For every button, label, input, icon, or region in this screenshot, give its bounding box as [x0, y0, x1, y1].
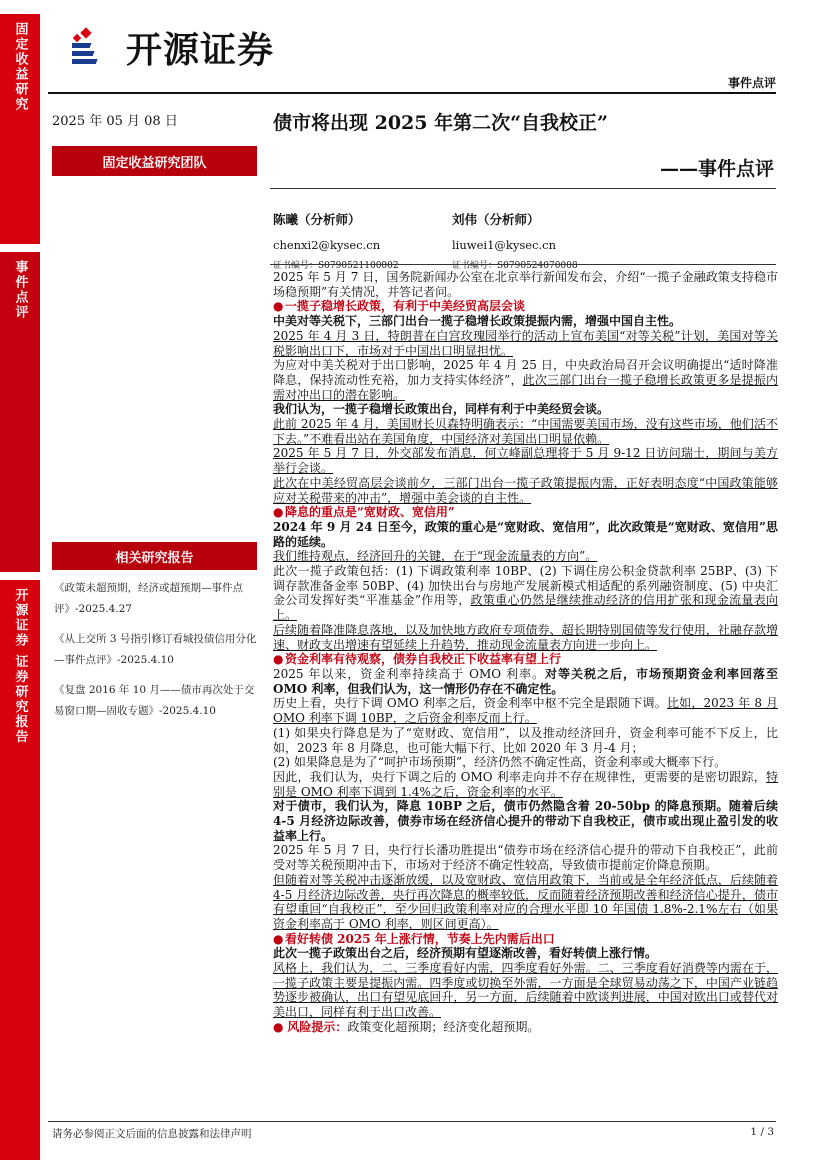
related-reports-heading: 相关研究报告: [52, 542, 257, 570]
body-paragraph: 历史上看，央行下调 OMO 利率之后，资金利率中枢不完全是跟随下调。比如，2023 年 8 月 OMO 利率下调 10BP，之后资金利率反而上行。: [273, 696, 778, 726]
body-paragraph: (2) 如果降息是为了“呵护市场预期”，经济仍然不确定性高，资金利率或大概率下行。: [273, 755, 727, 770]
analyst-email[interactable]: liuwei1@kysec.cn: [452, 238, 557, 252]
analyst-cert: 证书编号：S0790524070008: [452, 261, 578, 271]
related-reports-list: [54, 578, 258, 731]
analyst-name: 刘伟（分析师）: [452, 212, 540, 227]
sidebar-brand-label: 开源证券 证券研究报告: [0, 580, 40, 1160]
logo-mark-icon: [72, 25, 118, 71]
body-paragraph: 但随着对等关税冲击逐渐放缓，以及宽财政、宽信用政策下，当前或是全年经济低点，后续随着 4-5 月经济边际改善，央行再次降息的概率较低，反而随着经济预期改善和经济信心提升，债市有望重回“自我校正”，至少回归政策利率对应的合理水平即 10 年国债 1.8%-2.1%左右（如果资金利率高于 OMO 利率，则区间更高）。: [273, 872, 778, 931]
key-point: 2024 年 9 月 24 日至今，政策的重心是“宽财政、宽信用”，此次政策是“宽财政、宽信用”思路的延续。: [273, 519, 778, 549]
body-paragraph: 2025 年 5 月 7 日，国务院新闻办公室在北京举行新闻发布会，介绍“一揽子金融政策支持稳市场稳预期”有关情况，并答记者问。: [273, 270, 778, 299]
body-paragraph: 后续随着降准降息落地，以及加快地方政府专项债券、超长期特别国债等发行使用，社融存款增速、财政支出增速有望延续上升趋势，推动现金流量表方向进一步向上。: [273, 622, 778, 652]
key-point: 此次一揽子政策出台之后，经济预期有望逐渐改善，看好转债上涨行情。: [273, 946, 658, 961]
body-paragraph: 我们维持观点，经济回升的关键，在于“现金流量表的方向”。: [273, 549, 598, 564]
title-divider: [270, 188, 776, 189]
body-paragraph: 为应对中美关税对于出口影响，2025 年 4 月 25 日，中央政治局召开会议明确提出“适时降准降息，保持流动性充裕，加力支持实体经济”，此次三部门出台一揽子稳增长政策更多是提振内需对冲出口的潜在影响。: [273, 358, 778, 402]
related-report-item[interactable]: 《政策未超预期，经济或超预期—事件点评》-2025.4.27: [54, 582, 243, 615]
related-report-item[interactable]: 《从上交所 3 号指引修订看城投债信用分化—事件点评》-2025.4.10: [54, 633, 257, 666]
body-paragraph: 风格上，我们认为，二、三季度看好内需，四季度看好外需。二、三季度看好消费等内需在于，一揽子政策主要是提振内需。四季度或切换至外需，一方面是全球贸易动荡之下，中国产业链趋势逐步被确认，出口有望见底回升，另一方面，后续随着中欧谈判进展，中国对欧出口或替代对美出口，同样有利于出口改善。: [273, 961, 778, 1020]
key-point: 对于债市，我们认为，降息 10BP 之后，债市仍然隐含着 20-50bp 的降息预期。随着后续 4-5 月经济边际改善，债券市场在经济信心提升的带动下自我校正，债市或出现止盈引发的收益率上行。: [273, 799, 778, 843]
bullet-icon: ●: [273, 931, 284, 946]
bullet-icon: ●: [273, 505, 284, 520]
page-title: 债市将出现 2025 年第二次“自我校正”: [273, 112, 608, 134]
body-paragraph: 因此，我们认为，央行下调之后的 OMO 利率走向并不存在规律性，更需要的是密切跟踪，特别是 OMO 利率下调到 1.4%之后，资金利率的水平。: [273, 769, 778, 799]
analyst-divider: [270, 264, 776, 265]
related-report-item[interactable]: 《复盘 2016 年 10 月——债市再次处于交易窗口期—固收专题》-2025.4.10: [54, 684, 255, 717]
body-paragraph: 2025 年 5 月 7 日，外交部发布消息，何立峰副总理将于 5 月 9-12 日访问瑞士，期间与美方举行会谈。: [273, 446, 778, 476]
analyst-card: [452, 210, 578, 271]
body-paragraph: 2025 年 5 月 7 日，央行行长潘功胜提出“债券市场在经济信心提升的带动下自我校正”，此前受对等关税预期冲击下，市场对于经济不确定性较高，导致债市提前定价降息预期。: [273, 843, 778, 873]
analyst-name: 陈曦（分析师）: [273, 212, 361, 227]
page-number: 1 / 3: [750, 1126, 774, 1138]
section-heading: ● 一揽子稳增长政策，有利于中美经贸高层会谈: [273, 299, 526, 314]
body-paragraph: 2025 年 4 月 3 日，特朗普在白宫玫瑰园举行的活动上宣布美国“对等关税”计划，美国对等关税影响出口下，市场对于中国出口明显担忧。: [273, 328, 778, 358]
key-point: 我们认为，一揽子稳增长政策出台，同样有利于中美经贸会谈。: [273, 402, 610, 417]
analyst-card: [273, 210, 399, 271]
footer-disclaimer: 请务必参阅正文后面的信息披露和法律声明: [52, 1128, 252, 1140]
body-paragraph: 2025 年以来，资金利率持续高于 OMO 利率。对等关税之后，市场预期资金利率回落至 OMO 利率，但我们认为，这一情形仍存在不确定性。: [273, 666, 778, 696]
section-heading: ● 看好转债 2025 年上涨行情，节奏上先内需后出口: [273, 931, 555, 946]
section-heading: ● 降息的重点是“宽财政、宽信用”: [273, 505, 455, 520]
report-date: 2025 年 05 月 08 日: [52, 114, 178, 129]
footer-divider: [48, 1121, 776, 1122]
brand-logo: [72, 22, 274, 73]
bullet-icon: ●: [273, 299, 284, 314]
analyst-cert: 证书编号：S0790521100002: [273, 261, 399, 271]
body-paragraph: 此次在中美经贸高层会谈前夕，三部门出台一揽子政策提振内需，正好表明态度“中国政策能够应对关税带来的冲击”，增强中美会谈的自主性。: [273, 475, 778, 505]
left-sidebar: [0, 0, 40, 1169]
doc-type-header: 事件点评: [727, 76, 776, 90]
body-paragraph: (1) 如果央行降息是为了“宽财政、宽信用”，以及推动经济回升，资金利率可能不下反上，比如，2023 年 8 月降息，也可能大幅下行、比如 2020 年 3 月-4 月；: [273, 725, 778, 755]
team-badge: 固定收益研究团队: [52, 146, 257, 176]
bullet-icon: ●: [273, 1019, 288, 1034]
report-body: [273, 270, 778, 1035]
risk-warning: ● 风险提示：政策变化超预期；经济变化超预期。: [273, 1019, 540, 1034]
page-subtitle: ——事件点评: [659, 158, 774, 180]
key-point: 中美对等关税下，三部门出台一揽子稳增长政策提振内需，增强中国自主性。: [273, 314, 682, 329]
sidebar-doc-type-label: 事件点评: [0, 252, 40, 572]
sidebar-section-label: 固定收益研究: [0, 14, 40, 244]
section-heading: ● 资金利率有待观察，债券自我校正下收益率有望上行: [273, 652, 562, 667]
header-divider: [48, 92, 776, 94]
analyst-email[interactable]: chenxi2@kysec.cn: [273, 238, 381, 252]
brand-name: 开源证券: [126, 30, 275, 71]
bullet-icon: ●: [273, 652, 284, 667]
body-paragraph: 此次一揽子政策包括：(1) 下调政策利率 10BP、(2) 下调住房公积金贷款利率 25BP、(3) 下调存款准备金率 50BP、(4) 加快出台与房地产发展新模式相适配的系列融资制度、(5) 中央汇金公司发挥好类“平准基金”作用等，政策重心仍然是继续推动经济的信用扩张和现金流量表向上。: [273, 564, 778, 623]
body-paragraph: 此前 2025 年 4 月，美国财长贝森特明确表示：“中国需要美国市场，没有这些市场，他们活不下去。”不难看出站在美国角度，中国经济对美国出口明显依赖。: [273, 417, 778, 446]
